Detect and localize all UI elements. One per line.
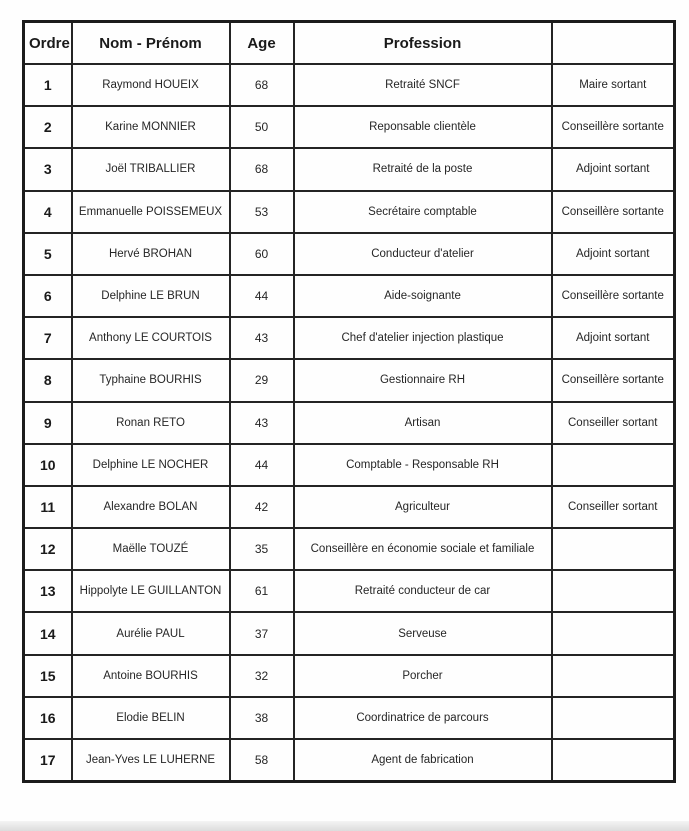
header-profession: Profession [294,22,552,65]
age-cell: 50 [230,106,294,148]
ordre-cell: 14 [24,612,72,654]
table-row [24,612,675,654]
status-cell: Conseiller sortant [552,486,675,528]
status-cell [552,570,675,612]
profession-cell: Gestionnaire RH [294,359,552,401]
ordre-cell: 1 [24,64,72,106]
table-row [24,697,675,739]
name-cell: Hippolyte LE GUILLANTON [72,570,230,612]
status-cell [552,528,675,570]
age-cell: 38 [230,697,294,739]
ordre-cell: 7 [24,317,72,359]
name-cell: Emmanuelle POISSEMEUX [72,191,230,233]
status-cell: Adjoint sortant [552,317,675,359]
status-cell: Maire sortant [552,64,675,106]
ordre-cell: 16 [24,697,72,739]
profession-cell: Porcher [294,655,552,697]
ordre-cell: 5 [24,233,72,275]
ordre-cell: 11 [24,486,72,528]
status-cell: Conseillère sortante [552,359,675,401]
status-cell [552,655,675,697]
table-row [24,148,675,190]
table-row [24,64,675,106]
name-cell: Typhaine BOURHIS [72,359,230,401]
ordre-cell: 13 [24,570,72,612]
header-status [552,22,675,65]
profession-cell: Coordinatrice de parcours [294,697,552,739]
status-cell [552,697,675,739]
age-cell: 68 [230,148,294,190]
scan-edge-shadow [0,821,689,831]
age-cell: 42 [230,486,294,528]
profession-cell: Chef d'atelier injection plastique [294,317,552,359]
header-ordre: Ordre [24,22,72,65]
profession-cell: Secrétaire comptable [294,191,552,233]
table-row [24,359,675,401]
profession-cell: Conducteur d'atelier [294,233,552,275]
status-cell: Conseillère sortante [552,191,675,233]
profession-cell: Agriculteur [294,486,552,528]
status-cell: Adjoint sortant [552,148,675,190]
name-cell: Ronan RETO [72,402,230,444]
table-row [24,739,675,782]
table-row [24,655,675,697]
age-cell: 37 [230,612,294,654]
table-row [24,444,675,486]
age-cell: 58 [230,739,294,782]
status-cell [552,444,675,486]
age-cell: 44 [230,444,294,486]
candidate-list-table [22,20,676,783]
name-cell: Jean-Yves LE LUHERNE [72,739,230,782]
status-cell: Conseillère sortante [552,275,675,317]
header-age: Age [230,22,294,65]
profession-cell: Retraité conducteur de car [294,570,552,612]
status-cell [552,612,675,654]
profession-cell: Aide-soignante [294,275,552,317]
ordre-cell: 3 [24,148,72,190]
name-cell: Maëlle TOUZÉ [72,528,230,570]
age-cell: 53 [230,191,294,233]
ordre-cell: 17 [24,739,72,782]
ordre-cell: 4 [24,191,72,233]
status-cell: Adjoint sortant [552,233,675,275]
profession-cell: Conseillère en économie sociale et familiale [294,528,552,570]
ordre-cell: 9 [24,402,72,444]
profession-cell: Artisan [294,402,552,444]
status-cell: Conseillère sortante [552,106,675,148]
name-cell: Aurélie PAUL [72,612,230,654]
name-cell: Joël TRIBALLIER [72,148,230,190]
table-row [24,233,675,275]
profession-cell: Agent de fabrication [294,739,552,782]
name-cell: Hervé BROHAN [72,233,230,275]
age-cell: 60 [230,233,294,275]
name-cell: Alexandre BOLAN [72,486,230,528]
table-row [24,191,675,233]
status-cell: Conseiller sortant [552,402,675,444]
table-row [24,275,675,317]
table-row [24,317,675,359]
name-cell: Delphine LE BRUN [72,275,230,317]
age-cell: 43 [230,317,294,359]
name-cell: Anthony LE COURTOIS [72,317,230,359]
name-cell: Elodie BELIN [72,697,230,739]
profession-cell: Serveuse [294,612,552,654]
header-row [24,22,675,65]
name-cell: Delphine LE NOCHER [72,444,230,486]
name-cell: Raymond HOUEIX [72,64,230,106]
name-cell: Antoine BOURHIS [72,655,230,697]
ordre-cell: 6 [24,275,72,317]
age-cell: 61 [230,570,294,612]
age-cell: 35 [230,528,294,570]
name-cell: Karine MONNIER [72,106,230,148]
age-cell: 44 [230,275,294,317]
age-cell: 43 [230,402,294,444]
status-cell [552,739,675,782]
ordre-cell: 10 [24,444,72,486]
ordre-cell: 2 [24,106,72,148]
table-row [24,402,675,444]
table-row [24,106,675,148]
profession-cell: Reponsable clientèle [294,106,552,148]
age-cell: 32 [230,655,294,697]
age-cell: 68 [230,64,294,106]
table-row [24,570,675,612]
ordre-cell: 8 [24,359,72,401]
profession-cell: Retraité de la poste [294,148,552,190]
profession-cell: Retraité SNCF [294,64,552,106]
table-row [24,486,675,528]
table-row [24,528,675,570]
ordre-cell: 15 [24,655,72,697]
age-cell: 29 [230,359,294,401]
header-name: Nom - Prénom [72,22,230,65]
profession-cell: Comptable - Responsable RH [294,444,552,486]
ordre-cell: 12 [24,528,72,570]
